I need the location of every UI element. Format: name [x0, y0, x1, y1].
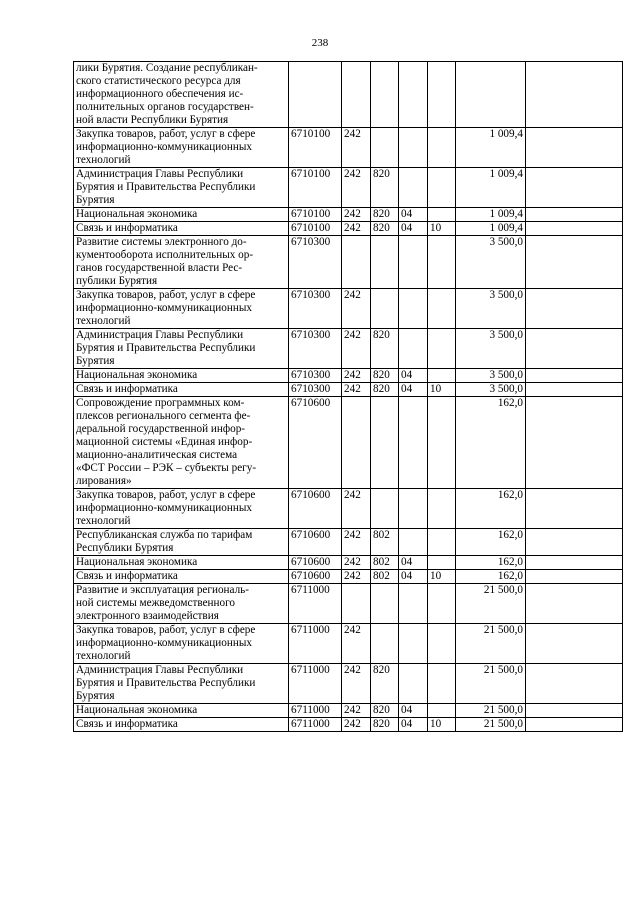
- expense-type-cell: [342, 236, 371, 289]
- section-cell: [399, 489, 428, 529]
- table-row: [74, 718, 623, 732]
- expense-type-cell: 242: [342, 128, 371, 168]
- name-cell: Развитие и эксплуатация региональ- ной системы межведомственного электронного взаимодействия: [74, 584, 289, 624]
- amount-cell: 21 500,0: [456, 704, 526, 718]
- amount-cell: 162,0: [456, 529, 526, 556]
- expense-type-cell: [342, 62, 371, 128]
- amount-cell: 1 009,4: [456, 168, 526, 208]
- extra-empty-cell: [526, 489, 623, 529]
- amount-cell: 1 009,4: [456, 208, 526, 222]
- target-article-cell: 6711000: [289, 704, 342, 718]
- expense-type-cell: 242: [342, 289, 371, 329]
- budget-manager-cell: 820: [371, 208, 399, 222]
- table-row: [74, 128, 623, 168]
- section-cell: 04: [399, 718, 428, 732]
- name-cell: Связь и информатика: [74, 383, 289, 397]
- name-cell: лики Бурятия. Создание республикан- ского статистического ресурса для информационного обеспечения ис- полнительных органов государствен- ной власти Республики Бурятия: [74, 62, 289, 128]
- name-cell: Администрация Главы Республики Бурятия и Правительства Республики Бурятия: [74, 329, 289, 369]
- table-row: [74, 704, 623, 718]
- subsection-cell: 10: [428, 718, 456, 732]
- table-row: [74, 168, 623, 208]
- extra-empty-cell: [526, 383, 623, 397]
- subsection-cell: [428, 168, 456, 208]
- budget-manager-cell: 802: [371, 570, 399, 584]
- expense-type-cell: [342, 584, 371, 624]
- target-article-cell: 6710300: [289, 383, 342, 397]
- section-cell: [399, 236, 428, 289]
- table-row: [74, 222, 623, 236]
- table-row: [74, 624, 623, 664]
- budget-manager-cell: 802: [371, 529, 399, 556]
- target-article-cell: 6710300: [289, 236, 342, 289]
- amount-cell: 21 500,0: [456, 584, 526, 624]
- page-number: 238: [311, 37, 329, 49]
- subsection-cell: [428, 236, 456, 289]
- extra-empty-cell: [526, 664, 623, 704]
- name-cell: Администрация Главы Республики Бурятия и Правительства Республики Бурятия: [74, 664, 289, 704]
- subsection-cell: [428, 584, 456, 624]
- amount-cell: 3 500,0: [456, 236, 526, 289]
- section-cell: 04: [399, 704, 428, 718]
- section-cell: 04: [399, 556, 428, 570]
- name-cell: Связь и информатика: [74, 222, 289, 236]
- target-article-cell: 6711000: [289, 584, 342, 624]
- extra-empty-cell: [526, 128, 623, 168]
- subsection-cell: [428, 704, 456, 718]
- subsection-cell: [428, 208, 456, 222]
- budget-manager-cell: [371, 62, 399, 128]
- extra-empty-cell: [526, 329, 623, 369]
- amount-cell: 162,0: [456, 570, 526, 584]
- section-cell: 04: [399, 222, 428, 236]
- extra-empty-cell: [526, 718, 623, 732]
- expense-type-cell: 242: [342, 624, 371, 664]
- section-cell: [399, 529, 428, 556]
- table-row: [74, 529, 623, 556]
- target-article-cell: 6710300: [289, 329, 342, 369]
- amount-cell: 1 009,4: [456, 128, 526, 168]
- table-row: [74, 584, 623, 624]
- expense-type-cell: 242: [342, 208, 371, 222]
- amount-cell: 162,0: [456, 397, 526, 489]
- amount-cell: 21 500,0: [456, 664, 526, 704]
- target-article-cell: 6711000: [289, 718, 342, 732]
- budget-manager-cell: 820: [371, 704, 399, 718]
- budget-manager-cell: 820: [371, 369, 399, 383]
- subsection-cell: [428, 289, 456, 329]
- expense-type-cell: 242: [342, 383, 371, 397]
- budget-manager-cell: [371, 289, 399, 329]
- extra-empty-cell: [526, 397, 623, 489]
- name-cell: Закупка товаров, работ, услуг в сфере информационно-коммуникационных технологий: [74, 624, 289, 664]
- section-cell: [399, 397, 428, 489]
- subsection-cell: [428, 664, 456, 704]
- name-cell: Национальная экономика: [74, 369, 289, 383]
- budget-manager-cell: [371, 584, 399, 624]
- extra-empty-cell: [526, 556, 623, 570]
- name-cell: Связь и информатика: [74, 570, 289, 584]
- subsection-cell: [428, 397, 456, 489]
- amount-cell: 162,0: [456, 556, 526, 570]
- table-row: [74, 664, 623, 704]
- extra-empty-cell: [526, 584, 623, 624]
- section-cell: 04: [399, 208, 428, 222]
- table-row: [74, 489, 623, 529]
- target-article-cell: 6710100: [289, 222, 342, 236]
- extra-empty-cell: [526, 570, 623, 584]
- section-cell: [399, 128, 428, 168]
- target-article-cell: 6710600: [289, 570, 342, 584]
- name-cell: Национальная экономика: [74, 556, 289, 570]
- extra-empty-cell: [526, 222, 623, 236]
- target-article-cell: 6710600: [289, 489, 342, 529]
- amount-cell: 3 500,0: [456, 289, 526, 329]
- budget-manager-cell: [371, 128, 399, 168]
- name-cell: Национальная экономика: [74, 208, 289, 222]
- section-cell: [399, 624, 428, 664]
- table-row: [74, 208, 623, 222]
- budget-manager-cell: [371, 397, 399, 489]
- expense-type-cell: [342, 397, 371, 489]
- target-article-cell: 6710300: [289, 369, 342, 383]
- expense-type-cell: 242: [342, 718, 371, 732]
- table-row: [74, 383, 623, 397]
- table-row: [74, 369, 623, 383]
- subsection-cell: 10: [428, 222, 456, 236]
- extra-empty-cell: [526, 236, 623, 289]
- amount-cell: [456, 62, 526, 128]
- subsection-cell: [428, 556, 456, 570]
- expense-type-cell: 242: [342, 329, 371, 369]
- amount-cell: 1 009,4: [456, 222, 526, 236]
- amount-cell: 3 500,0: [456, 369, 526, 383]
- extra-empty-cell: [526, 704, 623, 718]
- amount-cell: 21 500,0: [456, 624, 526, 664]
- budget-manager-cell: 802: [371, 556, 399, 570]
- target-article-cell: 6710600: [289, 556, 342, 570]
- target-article-cell: 6711000: [289, 624, 342, 664]
- section-cell: 04: [399, 369, 428, 383]
- table-row: [74, 397, 623, 489]
- subsection-cell: 10: [428, 570, 456, 584]
- table-row: [74, 289, 623, 329]
- amount-cell: 3 500,0: [456, 329, 526, 369]
- table-body: [74, 62, 623, 732]
- extra-empty-cell: [526, 624, 623, 664]
- extra-empty-cell: [526, 369, 623, 383]
- name-cell: Закупка товаров, работ, услуг в сфере информационно-коммуникационных технологий: [74, 289, 289, 329]
- target-article-cell: [289, 62, 342, 128]
- subsection-cell: [428, 624, 456, 664]
- section-cell: 04: [399, 570, 428, 584]
- target-article-cell: 6710600: [289, 529, 342, 556]
- target-article-cell: 6711000: [289, 664, 342, 704]
- table-row: [74, 556, 623, 570]
- name-cell: Администрация Главы Республики Бурятия и Правительства Республики Бурятия: [74, 168, 289, 208]
- expense-type-cell: 242: [342, 489, 371, 529]
- subsection-cell: [428, 62, 456, 128]
- budget-manager-cell: [371, 236, 399, 289]
- table-row: [74, 236, 623, 289]
- subsection-cell: 10: [428, 383, 456, 397]
- extra-empty-cell: [526, 62, 623, 128]
- budget-manager-cell: 820: [371, 222, 399, 236]
- budget-table: [73, 61, 623, 732]
- subsection-cell: [428, 329, 456, 369]
- subsection-cell: [428, 529, 456, 556]
- name-cell: Развитие системы электронного до- кументооборота исполнительных ор- ганов государственной власти Рес- публики Бурятия: [74, 236, 289, 289]
- table-row: [74, 570, 623, 584]
- budget-manager-cell: 820: [371, 383, 399, 397]
- budget-manager-cell: 820: [371, 329, 399, 369]
- amount-cell: 21 500,0: [456, 718, 526, 732]
- extra-empty-cell: [526, 289, 623, 329]
- target-article-cell: 6710600: [289, 397, 342, 489]
- table-row: [74, 62, 623, 128]
- subsection-cell: [428, 489, 456, 529]
- budget-manager-cell: 820: [371, 168, 399, 208]
- name-cell: Закупка товаров, работ, услуг в сфере информационно-коммуникационных технологий: [74, 128, 289, 168]
- name-cell: Республиканская служба по тарифам Республики Бурятия: [74, 529, 289, 556]
- extra-empty-cell: [526, 208, 623, 222]
- section-cell: [399, 289, 428, 329]
- extra-empty-cell: [526, 529, 623, 556]
- expense-type-cell: 242: [342, 168, 371, 208]
- extra-empty-cell: [526, 168, 623, 208]
- target-article-cell: 6710100: [289, 168, 342, 208]
- budget-manager-cell: [371, 624, 399, 664]
- expense-type-cell: 242: [342, 556, 371, 570]
- expense-type-cell: 242: [342, 529, 371, 556]
- section-cell: [399, 329, 428, 369]
- expense-type-cell: 242: [342, 664, 371, 704]
- name-cell: Закупка товаров, работ, услуг в сфере информационно-коммуникационных технологий: [74, 489, 289, 529]
- subsection-cell: [428, 128, 456, 168]
- section-cell: [399, 584, 428, 624]
- expense-type-cell: 242: [342, 222, 371, 236]
- target-article-cell: 6710100: [289, 128, 342, 168]
- budget-manager-cell: 820: [371, 664, 399, 704]
- expense-type-cell: 242: [342, 570, 371, 584]
- target-article-cell: 6710100: [289, 208, 342, 222]
- budget-manager-cell: 820: [371, 718, 399, 732]
- expense-type-cell: 242: [342, 369, 371, 383]
- amount-cell: 3 500,0: [456, 383, 526, 397]
- section-cell: [399, 664, 428, 704]
- section-cell: [399, 168, 428, 208]
- section-cell: [399, 62, 428, 128]
- subsection-cell: [428, 369, 456, 383]
- name-cell: Сопровождение программных ком- плексов регионального сегмента фе- деральной государственной инфор- мационной системы «Единая инфор- мационно-аналитическая система «ФСТ России – РЭК – субъекты регу- лирования»: [74, 397, 289, 489]
- expense-type-cell: 242: [342, 704, 371, 718]
- table-row: [74, 329, 623, 369]
- section-cell: 04: [399, 383, 428, 397]
- name-cell: Национальная экономика: [74, 704, 289, 718]
- amount-cell: 162,0: [456, 489, 526, 529]
- name-cell: Связь и информатика: [74, 718, 289, 732]
- target-article-cell: 6710300: [289, 289, 342, 329]
- budget-manager-cell: [371, 489, 399, 529]
